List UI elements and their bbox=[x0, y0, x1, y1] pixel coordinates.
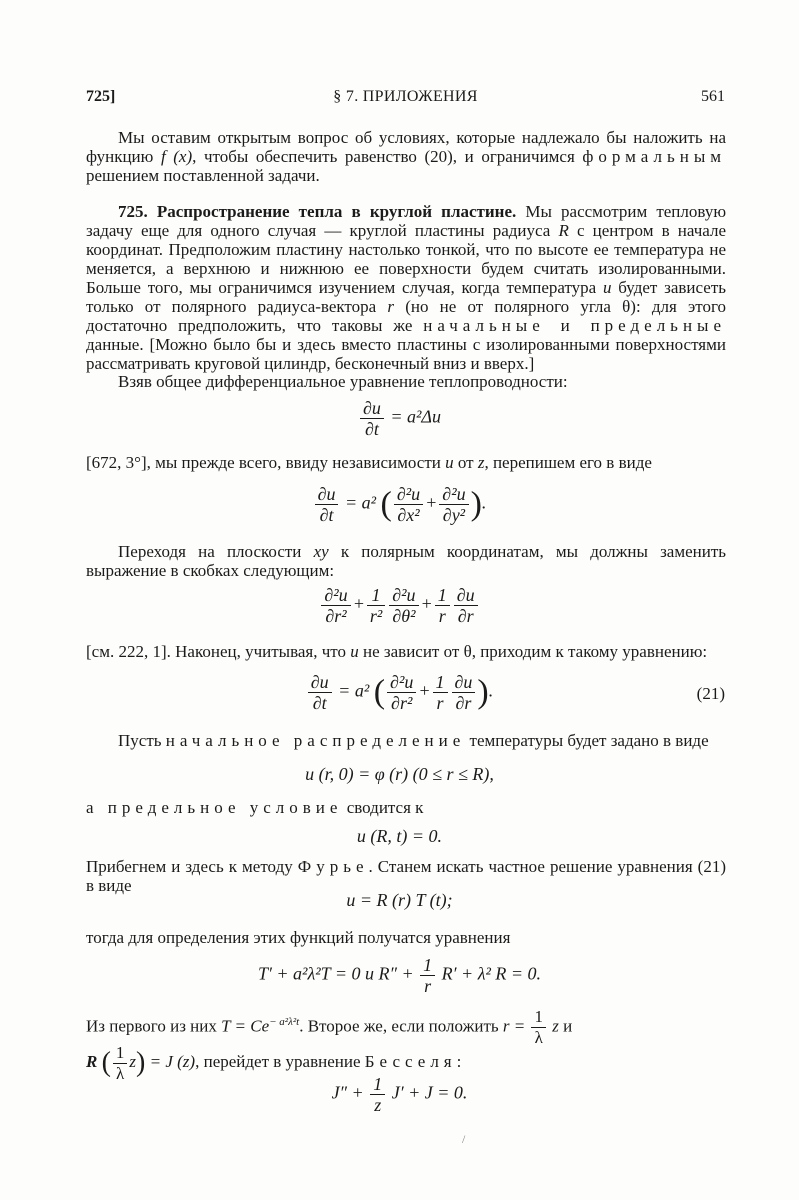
formula: u bbox=[445, 453, 454, 472]
paragraph-4 bbox=[86, 453, 726, 472]
text: Прибегнем и здесь к методу bbox=[86, 857, 293, 876]
text: Пусть bbox=[118, 731, 162, 750]
spaced-text: Фурье bbox=[297, 857, 369, 876]
paren-open: ( bbox=[373, 673, 386, 711]
numerator: ∂²u bbox=[321, 585, 350, 606]
text: тогда для определения этих функций получатся уравнения bbox=[86, 928, 511, 947]
text: Взяв общее дифференциальное уравнение теплопроводности: bbox=[118, 372, 568, 391]
paragraph-5 bbox=[86, 542, 726, 580]
fraction bbox=[315, 484, 339, 525]
denominator: λ bbox=[116, 1063, 125, 1083]
text: , перепишем его в виде bbox=[484, 453, 652, 472]
spaced-text: начальное распределение bbox=[165, 731, 466, 750]
chapter-title: § 7. ПРИЛОЖЕНИЯ bbox=[333, 88, 478, 105]
text: Мы оставим открытым вопрос об условиях, которые надлежало бы наложить на функцию bbox=[86, 128, 726, 166]
equation-21 bbox=[0, 672, 799, 713]
numerator: ∂u bbox=[452, 672, 476, 693]
formula: f (x) bbox=[160, 147, 193, 166]
fraction bbox=[389, 585, 418, 626]
denominator: ∂r² bbox=[325, 606, 347, 626]
equation-text: u (r, 0) = φ (r) (0 ≤ r ≤ R), bbox=[305, 764, 494, 784]
text: : bbox=[456, 1052, 462, 1071]
formula: T = Ce bbox=[221, 1016, 270, 1036]
text: , перейдет в уравнение bbox=[195, 1052, 361, 1071]
text: от bbox=[457, 453, 474, 472]
denominator: ∂r² bbox=[391, 693, 413, 713]
fraction bbox=[367, 585, 385, 626]
text: не зависит от θ, приходим к такому уравнению: bbox=[363, 642, 708, 661]
text: , чтобы обеспечить равенство (20), и ограничимся bbox=[192, 147, 575, 166]
fraction bbox=[321, 585, 350, 626]
formula: u bbox=[603, 278, 612, 297]
text: решением поставленной задачи. bbox=[86, 166, 320, 185]
equation-boundary-condition bbox=[0, 826, 799, 847]
operator: + bbox=[352, 593, 365, 614]
paragraph-8 bbox=[86, 798, 726, 817]
fraction bbox=[454, 585, 478, 626]
paren-close: ) bbox=[470, 485, 482, 523]
numerator: ∂u bbox=[315, 484, 339, 505]
equation-cartesian bbox=[0, 484, 799, 525]
operator: + bbox=[420, 593, 433, 614]
text: (но не от полярного угла θ): для этого достаточно предположить, что таковы же bbox=[86, 297, 727, 335]
denominator: z bbox=[374, 1095, 382, 1115]
denominator: ∂y² bbox=[442, 505, 466, 525]
numerator: ∂u bbox=[454, 585, 478, 606]
scan-mark: / bbox=[462, 1132, 466, 1146]
equation-text: u = R (r) T (t); bbox=[346, 890, 453, 910]
running-header bbox=[86, 88, 725, 110]
numerator: ∂²u bbox=[387, 672, 416, 693]
equation-text: J′ + J = 0. bbox=[391, 1082, 468, 1103]
equation-text: R′ + λ² R = 0. bbox=[441, 963, 542, 984]
fraction bbox=[420, 955, 435, 996]
formula-exponent: − a²λ²t bbox=[269, 1016, 300, 1028]
numerator: ∂²u bbox=[439, 484, 468, 505]
operator: + bbox=[418, 680, 431, 701]
paren-open: ( bbox=[101, 1047, 111, 1079]
denominator: r² bbox=[369, 606, 383, 626]
paren-open: ( bbox=[380, 485, 392, 523]
numerator: 1 bbox=[113, 1043, 128, 1064]
paren-close: ) bbox=[136, 1047, 146, 1079]
equation-odes bbox=[0, 955, 799, 996]
text: температуры будет задано в виде bbox=[469, 731, 709, 750]
text: Из первого из них bbox=[86, 1016, 217, 1036]
section-heading: 725. Распространение тепла в круглой пластине. bbox=[118, 202, 517, 221]
formula: R bbox=[558, 221, 569, 240]
numerator: 1 bbox=[531, 1007, 546, 1028]
numerator: 1 bbox=[420, 955, 435, 976]
spaced-text: формальным bbox=[582, 147, 726, 166]
formula: u bbox=[350, 642, 359, 661]
denominator: ∂t bbox=[319, 505, 334, 525]
numerator: 1 bbox=[433, 672, 448, 693]
equation-initial-condition bbox=[0, 764, 799, 785]
numerator: ∂²u bbox=[389, 585, 418, 606]
denominator: ∂x² bbox=[397, 505, 420, 525]
fraction bbox=[433, 672, 448, 713]
text: и bbox=[563, 1016, 573, 1036]
formula: z bbox=[129, 1052, 137, 1071]
section-number: 725] bbox=[86, 88, 116, 105]
fraction bbox=[370, 1074, 385, 1115]
equation-text: J″ + bbox=[331, 1082, 364, 1103]
denominator: ∂r bbox=[455, 693, 472, 713]
operator: + bbox=[425, 492, 438, 513]
spaced-text: а предельное условие bbox=[86, 798, 343, 817]
paragraph-725 bbox=[86, 202, 726, 373]
paragraph-6 bbox=[86, 642, 726, 661]
fraction bbox=[439, 484, 468, 525]
fraction bbox=[435, 585, 450, 626]
formula: xy bbox=[313, 542, 329, 561]
denominator: r bbox=[436, 693, 444, 713]
fraction bbox=[394, 484, 423, 525]
paragraph-1 bbox=[86, 128, 726, 185]
numerator: 1 bbox=[435, 585, 450, 606]
text: [см. 222, 1]. Наконец, учитывая, что bbox=[86, 642, 347, 661]
equation-separation bbox=[0, 890, 799, 911]
numerator: ∂u bbox=[308, 672, 332, 693]
fraction bbox=[452, 672, 476, 713]
denominator: r bbox=[424, 976, 432, 996]
denominator: λ bbox=[534, 1028, 543, 1048]
formula: r = bbox=[502, 1016, 526, 1036]
equation-bessel bbox=[0, 1074, 799, 1115]
formula: R bbox=[86, 1052, 98, 1071]
text: Мы рассмотрим тепловую задачу еще для одного случая — круглой пластины радиуса bbox=[86, 202, 727, 240]
equation-text: u (R, t) = 0. bbox=[356, 826, 443, 846]
spaced-text: начальные и предельные bbox=[423, 316, 727, 335]
numerator: ∂²u bbox=[394, 484, 423, 505]
text: к полярным координатам, мы должны заменить выражение в скобках следующим: bbox=[86, 542, 727, 580]
spaced-text: Бесселя bbox=[364, 1052, 457, 1071]
equation-polar-operator bbox=[0, 585, 799, 626]
formula: r bbox=[387, 297, 394, 316]
paragraph-7 bbox=[86, 731, 726, 750]
page-number: 561 bbox=[701, 88, 725, 105]
fraction bbox=[308, 672, 332, 713]
text: . Станем искать частное решение уравнения (21) в виде bbox=[86, 857, 726, 895]
equation-text: = a² bbox=[338, 680, 370, 701]
paren-close: ) bbox=[477, 673, 489, 711]
equation-text: T′ + a²λ²T = 0 и R″ + bbox=[257, 963, 414, 984]
text: Переходя на плоскости bbox=[118, 542, 302, 561]
paragraph-10 bbox=[86, 928, 726, 947]
denominator: ∂θ² bbox=[392, 606, 416, 626]
equation-text: = a² bbox=[344, 492, 377, 513]
operator: . bbox=[488, 680, 494, 701]
formula: z bbox=[552, 1016, 559, 1036]
denominator: r bbox=[438, 606, 446, 626]
text: сводится к bbox=[346, 798, 424, 817]
equation-rhs: = a²Δu bbox=[390, 406, 441, 427]
text: данные. [Можно было бы и здесь вместо пластины с изолированными поверхностями рассматривать круговой цилиндр, бесконечный вниз и вверх.] bbox=[86, 335, 726, 373]
text: . Второе же, если положить bbox=[299, 1016, 499, 1036]
numerator: 1 bbox=[370, 1074, 385, 1095]
formula: z bbox=[477, 453, 485, 472]
denominator: ∂r bbox=[457, 606, 474, 626]
numerator: 1 bbox=[367, 585, 385, 606]
formula: = J (z) bbox=[149, 1052, 196, 1071]
fraction bbox=[387, 672, 416, 713]
denominator: ∂t bbox=[312, 693, 327, 713]
operator: . bbox=[481, 492, 487, 513]
paragraph-3 bbox=[86, 372, 726, 391]
equation-heat bbox=[0, 398, 799, 439]
text: [672, 3°], мы прежде всего, ввиду независимости bbox=[86, 453, 441, 472]
denominator: ∂t bbox=[364, 419, 379, 439]
text: будет зависеть только от полярного радиуса-вектора bbox=[86, 278, 726, 316]
numerator: ∂u bbox=[360, 398, 384, 419]
equation-number: (21) bbox=[696, 684, 725, 703]
text: с центром в начале координат. Предположим пластину настолько тонкой, что по высоте ее температура не меняется, а верхнюю и нижнюю ее поверхности будем считать изолированными. Больше того, мы ограничимся изучением случая, когда температура bbox=[86, 221, 727, 297]
fraction bbox=[360, 398, 384, 439]
